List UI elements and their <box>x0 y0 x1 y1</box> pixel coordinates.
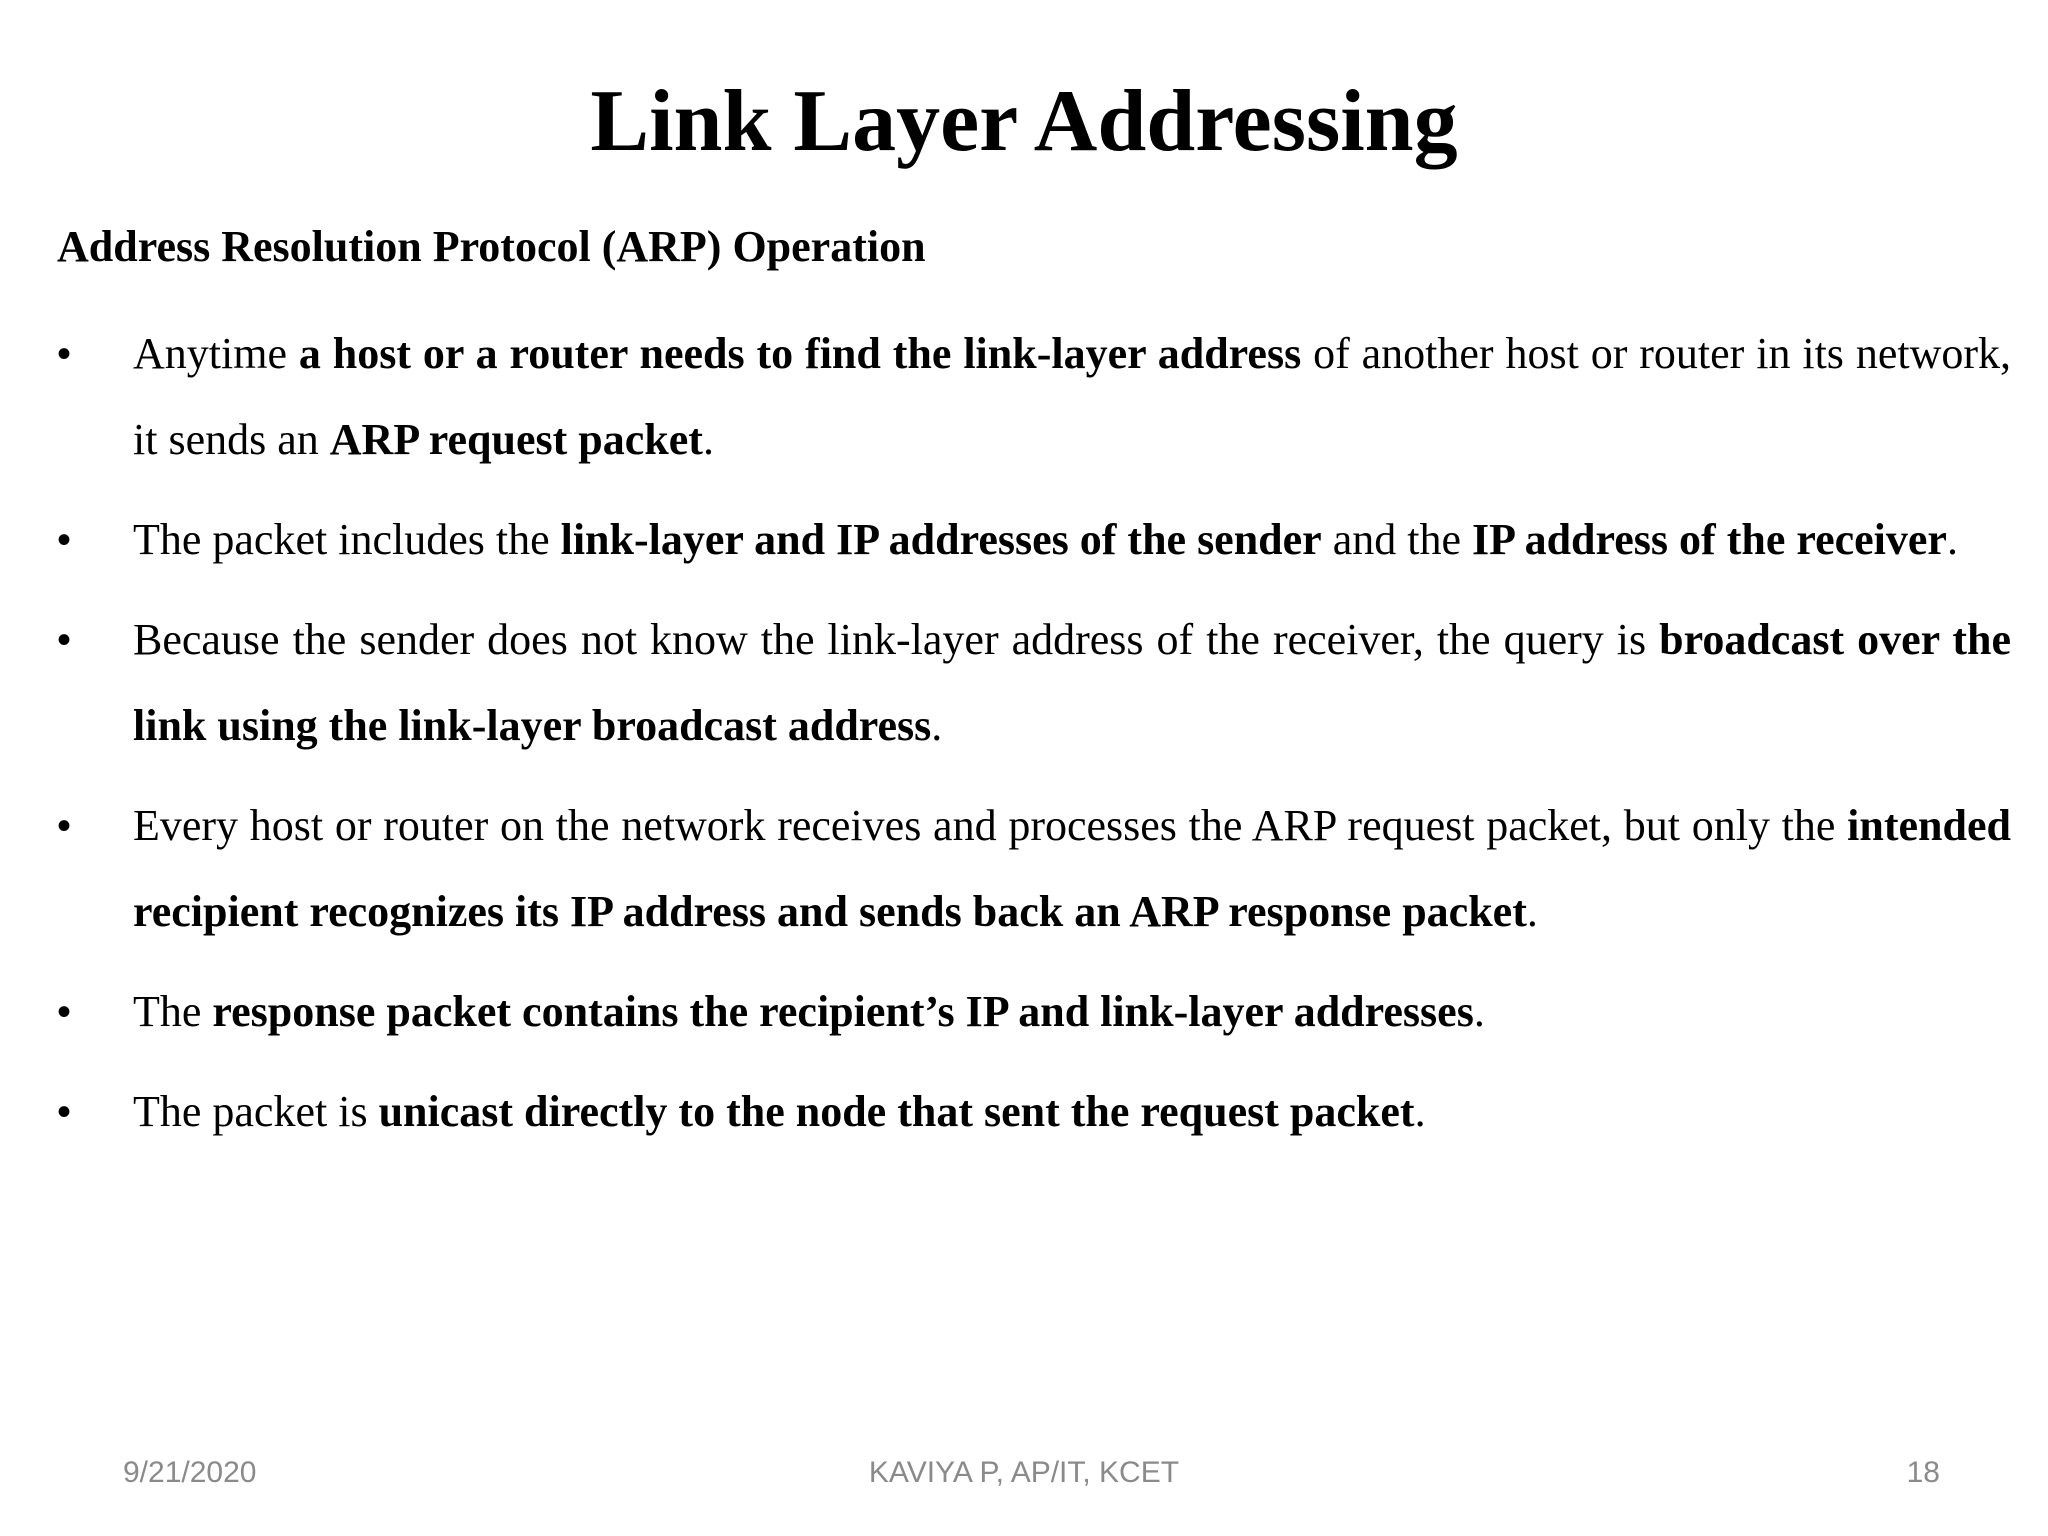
bullet-list <box>57 311 2011 1169</box>
bullet-dot-icon: • <box>57 618 72 662</box>
bullet-text: Every host or router on the network receives and processes the ARP request packet, but only the <box>133 801 1848 850</box>
bullet-text-bold: a host or a router needs to find the link-layer address <box>298 329 1302 378</box>
bullet-text: The packet includes the <box>133 515 561 564</box>
bullet-text: . <box>1473 987 1485 1036</box>
bullet-dot-icon: • <box>57 990 72 1034</box>
bullet-item <box>57 311 2011 483</box>
bullet-item <box>57 597 2011 769</box>
bullet-dot-icon: • <box>57 332 72 376</box>
bullet-item <box>57 497 2011 583</box>
bullet-item <box>57 1069 2011 1155</box>
bullet-text-bold: intended recipient recognizes its IP address and sends back an ARP response packet <box>133 801 2011 936</box>
bullet-text: Because the sender does not know the link-layer address of the receiver, the query is <box>133 615 1660 664</box>
footer-page-number: 18 <box>1906 1456 1940 1489</box>
bullet-text-bold: response packet contains the recipient’s IP and link-layer addresses <box>212 987 1474 1036</box>
bullet-text: . <box>702 415 714 464</box>
bullet-dot-icon: • <box>57 1090 72 1134</box>
bullet-item <box>57 969 2011 1055</box>
bullet-text-bold: IP address of the receiver <box>1472 515 1947 564</box>
bullet-text-bold: ARP request packet <box>329 415 703 464</box>
bullet-item <box>57 783 2011 955</box>
footer-author: KAVIYA P, AP/IT, KCET <box>868 1456 1180 1489</box>
slide-title: Link Layer Addressing <box>590 73 1458 170</box>
slide-subtitle: Address Resolution Protocol (ARP) Operation <box>57 222 926 271</box>
footer-date: 9/21/2020 <box>123 1456 257 1489</box>
bullet-text: . <box>931 701 943 750</box>
bullet-text: Anytime <box>133 329 299 378</box>
bullet-text: The packet is <box>133 1087 379 1136</box>
bullet-text: . <box>1414 1087 1426 1136</box>
bullet-dot-icon: • <box>57 518 72 562</box>
bullet-text: . <box>1946 515 1958 564</box>
bullet-text: of another host or router in its network, it sends an <box>133 329 2012 464</box>
bullet-text: The <box>133 987 213 1036</box>
bullet-text-bold: link-layer and IP addresses of the sender <box>560 515 1322 564</box>
bullet-dot-icon: • <box>57 804 72 848</box>
bullet-text: . <box>1526 887 1538 936</box>
bullet-text-bold: unicast directly to the node that sent the request packet <box>378 1087 1415 1136</box>
bullet-text-bold: broadcast over the link using the link-layer broadcast address <box>133 615 2011 750</box>
bullet-text: and the <box>1321 515 1473 564</box>
